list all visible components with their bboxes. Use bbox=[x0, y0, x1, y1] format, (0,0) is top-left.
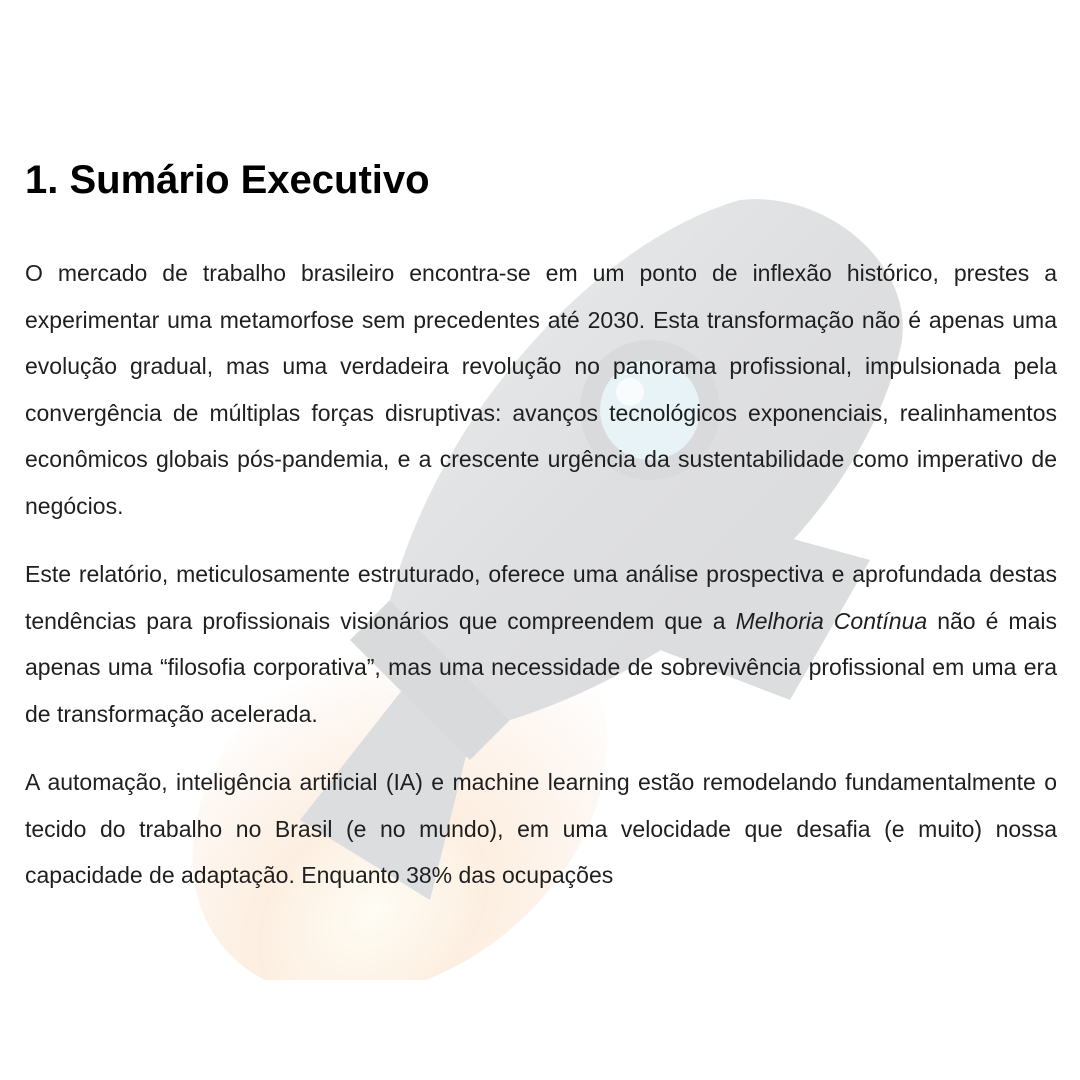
paragraph-3: A automação, inteligência artificial (IA) e machine learning estão remodelando fundamentalmente o tecido do trabalho no Brasil (e no mundo), em uma velocidade que desafia (e muito) nossa capacidade de adaptação. Enquanto 38% das ocupações bbox=[25, 769, 1057, 888]
paragraph-2-text-before: Este relatório, meticulosamente estruturado, oferece uma análise prospectiva e aprofundada destas tendências para profissionais visionários que compreendem que a bbox=[25, 561, 1057, 634]
document-body bbox=[25, 150, 1057, 921]
paragraph-2-text-after: não é mais apenas uma “filosofia corporativa”, mas uma necessidade de sobrevivência profissional em uma era de transformação acelerada. bbox=[25, 607, 1057, 727]
paragraph-1: O mercado de trabalho brasileiro encontra-se em um ponto de inflexão histórico, prestes a experimentar uma metamorfose sem precedentes até 2030. Esta transformação não é apenas uma evolução gradual, mas uma verdadeira revolução no panorama profissional, impulsionada pela convergência de múltiplas forças disruptivas: avanços tecnológicos exponenciais, realinhamentos econômicos globais pós-pandemia, e a crescente urgência da sustentabilidade como imperativo de negócios. bbox=[25, 260, 1057, 519]
paragraph-2 bbox=[25, 551, 1057, 737]
section-title: 1. Sumário Executivo bbox=[25, 158, 430, 202]
paragraph-2-emphasis: Melhoria Contínua bbox=[735, 607, 928, 634]
